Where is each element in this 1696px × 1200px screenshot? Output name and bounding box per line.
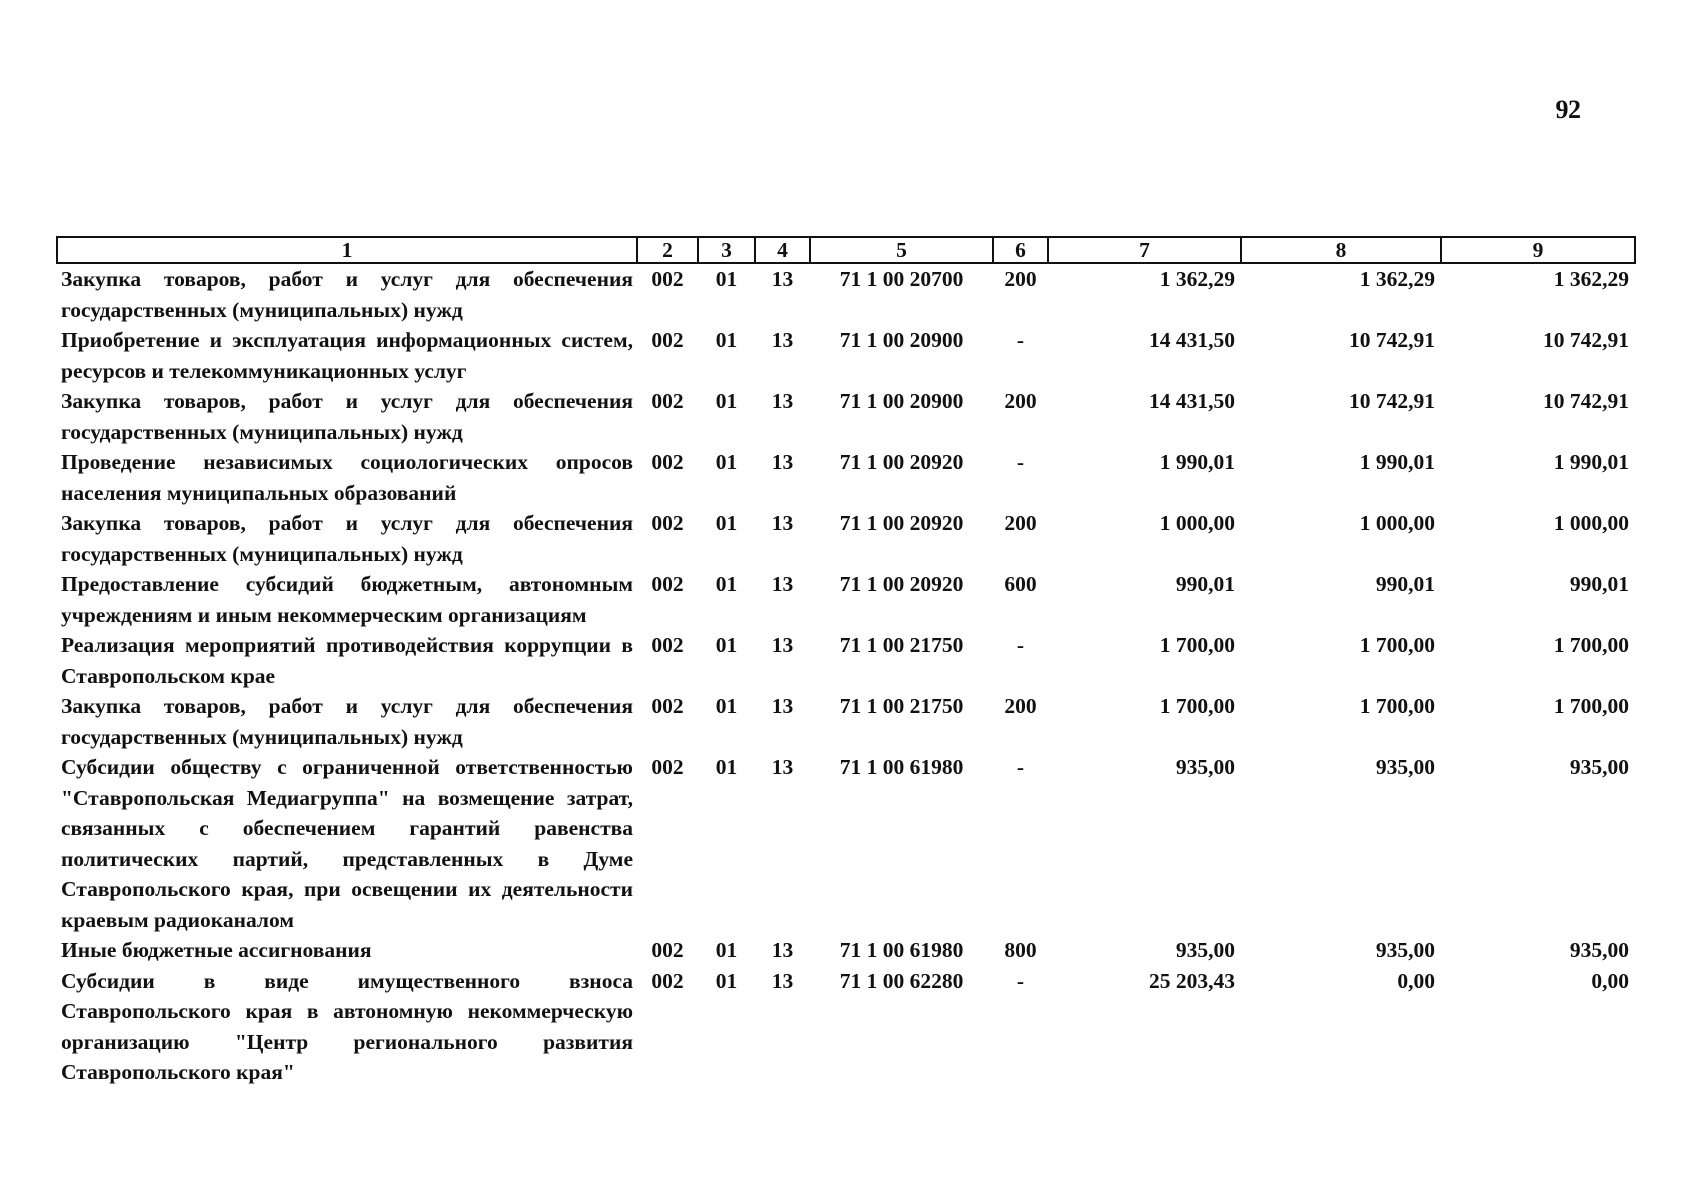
- table-body: [57, 263, 1635, 1088]
- budget-table: [56, 236, 1636, 1088]
- table-row: [57, 752, 1635, 935]
- row-amount-9: 935,00: [1569, 938, 1629, 962]
- row-code-2: 002: [651, 450, 684, 474]
- row-amount-7: 935,00: [1175, 938, 1235, 962]
- row-code-2: 002: [651, 968, 684, 993]
- row-description: Закупка товаров, работ и услуг для обеспечения государственных (муниципальных) нужд: [61, 511, 633, 566]
- row-code-3: 01: [715, 755, 738, 779]
- row-code-6: -: [1016, 755, 1025, 779]
- row-code-5: 71 1 00 20920: [839, 511, 964, 535]
- row-code-4: 13: [771, 968, 794, 993]
- row-amount-7: 1 700,00: [1159, 694, 1235, 718]
- row-code-3: 01: [715, 389, 738, 413]
- row-amount-9: 1 362,29: [1553, 267, 1629, 291]
- row-description: Субсидии в виде имущественного взноса Ставропольского края в автономную некоммерческую организацию "Центр регионального развития Ставропольского края": [61, 968, 633, 1084]
- row-amount-9: 1 000,00: [1553, 511, 1629, 535]
- header-cell-2: 2: [637, 237, 698, 263]
- row-code-6: -: [1016, 633, 1025, 657]
- row-amount-9: 0,00: [1591, 968, 1629, 993]
- row-code-4: 13: [771, 267, 794, 291]
- table-row: [57, 630, 1635, 691]
- row-amount-9: 990,01: [1569, 572, 1629, 596]
- table-row: [57, 691, 1635, 752]
- row-amount-8: 1 000,00: [1359, 511, 1435, 535]
- table-row: [57, 508, 1635, 569]
- row-code-4: 13: [771, 328, 794, 352]
- row-code-5: 71 1 00 21750: [839, 694, 964, 718]
- table-row: [57, 263, 1635, 325]
- row-code-6: 800: [1004, 938, 1037, 962]
- row-code-4: 13: [771, 572, 794, 596]
- row-amount-8: 1 700,00: [1359, 694, 1435, 718]
- row-code-2: 002: [651, 511, 684, 535]
- row-code-5: 71 1 00 61980: [839, 938, 964, 962]
- row-amount-7: 935,00: [1175, 755, 1235, 779]
- row-description: Закупка товаров, работ и услуг для обеспечения государственных (муниципальных) нужд: [61, 389, 633, 444]
- row-code-3: 01: [715, 511, 738, 535]
- row-amount-9: 1 990,01: [1553, 450, 1629, 474]
- row-amount-9: 10 742,91: [1543, 389, 1629, 413]
- row-code-2: 002: [651, 694, 684, 718]
- row-code-5: 71 1 00 20920: [839, 450, 964, 474]
- row-amount-8: 10 742,91: [1349, 328, 1435, 352]
- row-code-4: 13: [771, 694, 794, 718]
- row-code-3: 01: [715, 938, 738, 962]
- page-number: 92: [1555, 95, 1581, 124]
- row-code-4: 13: [771, 755, 794, 779]
- row-code-2: 002: [651, 938, 684, 962]
- row-code-4: 13: [771, 633, 794, 657]
- row-code-2: 002: [651, 572, 684, 596]
- row-description: Приобретение и эксплуатация информационных систем, ресурсов и телекоммуникационных услуг: [61, 328, 633, 383]
- row-amount-7: 14 431,50: [1149, 328, 1235, 352]
- row-description: Закупка товаров, работ и услуг для обеспечения государственных (муниципальных) нужд: [61, 694, 633, 749]
- header-cell-1: 1: [57, 237, 637, 263]
- row-code-3: 01: [715, 694, 738, 718]
- row-code-2: 002: [651, 755, 684, 779]
- row-code-2: 002: [651, 267, 684, 291]
- row-code-2: 002: [651, 633, 684, 657]
- row-code-5: 71 1 00 20920: [839, 572, 964, 596]
- row-code-3: 01: [715, 633, 738, 657]
- row-code-3: 01: [715, 968, 738, 993]
- row-amount-9: 10 742,91: [1543, 328, 1629, 352]
- row-code-3: 01: [715, 450, 738, 474]
- row-amount-7: 1 362,29: [1159, 267, 1235, 291]
- row-amount-8: 935,00: [1375, 938, 1435, 962]
- header-cell-3: 3: [698, 237, 755, 263]
- row-description: Реализация мероприятий противодействия коррупции в Ставропольском крае: [61, 633, 633, 688]
- row-amount-9: 1 700,00: [1553, 633, 1629, 657]
- row-amount-7: 14 431,50: [1149, 389, 1235, 413]
- row-description: Иные бюджетные ассигнования: [61, 938, 372, 962]
- row-amount-7: 990,01: [1175, 572, 1235, 596]
- row-description: Проведение независимых социологических опросов населения муниципальных образований: [61, 450, 633, 505]
- row-code-3: 01: [715, 328, 738, 352]
- row-code-5: 71 1 00 21750: [839, 633, 964, 657]
- table-row: [57, 447, 1635, 508]
- header-cell-5: 5: [810, 237, 993, 263]
- header-cell-6: 6: [993, 237, 1048, 263]
- row-code-2: 002: [651, 389, 684, 413]
- table-row: [57, 569, 1635, 630]
- row-amount-8: 1 700,00: [1359, 633, 1435, 657]
- row-amount-7: 1 990,01: [1159, 450, 1235, 474]
- row-code-6: 200: [1004, 694, 1037, 718]
- table-row: [57, 935, 1635, 966]
- header-cell-8: 8: [1241, 237, 1441, 263]
- row-description: Закупка товаров, работ и услуг для обеспечения государственных (муниципальных) нужд: [61, 267, 633, 322]
- row-code-4: 13: [771, 938, 794, 962]
- header-cell-7: 7: [1048, 237, 1241, 263]
- row-code-6: 200: [1004, 511, 1037, 535]
- row-code-3: 01: [715, 267, 738, 291]
- table-row: [57, 386, 1635, 447]
- row-amount-7: 25 203,43: [1149, 968, 1235, 993]
- row-amount-9: 935,00: [1569, 755, 1629, 779]
- row-code-4: 13: [771, 511, 794, 535]
- header-cell-9: 9: [1441, 237, 1635, 263]
- row-code-5: 71 1 00 61980: [839, 755, 964, 779]
- header-cell-4: 4: [755, 237, 810, 263]
- row-amount-8: 935,00: [1375, 755, 1435, 779]
- row-amount-7: 1 700,00: [1159, 633, 1235, 657]
- row-code-4: 13: [771, 450, 794, 474]
- row-code-3: 01: [715, 572, 738, 596]
- row-description: Субсидии обществу с ограниченной ответственностью "Ставропольская Медиагруппа" на возмещение затрат, связанных с обеспечением гарантий равенства политических партий, представленных в Думе Ставропольского края, при освещении их деятельности краевым радиоканалом: [61, 755, 633, 932]
- row-code-6: 600: [1004, 572, 1037, 596]
- table-row: [57, 325, 1635, 386]
- table-row: [57, 966, 1635, 1088]
- row-amount-8: 1 990,01: [1359, 450, 1435, 474]
- row-code-6: 200: [1004, 267, 1037, 291]
- row-description: Предоставление субсидий бюджетным, автономным учреждениям и иным некоммерческим организациям: [61, 572, 633, 627]
- row-amount-7: 1 000,00: [1159, 511, 1235, 535]
- row-code-2: 002: [651, 328, 684, 352]
- row-amount-8: 990,01: [1375, 572, 1435, 596]
- row-code-4: 13: [771, 389, 794, 413]
- row-code-5: 71 1 00 20900: [839, 328, 964, 352]
- row-amount-8: 10 742,91: [1349, 389, 1435, 413]
- row-code-5: 71 1 00 62280: [839, 968, 964, 993]
- table-header-row: [57, 237, 1635, 263]
- row-code-5: 71 1 00 20700: [839, 267, 964, 291]
- row-code-6: 200: [1004, 389, 1037, 413]
- row-amount-9: 1 700,00: [1553, 694, 1629, 718]
- row-code-6: -: [1016, 328, 1025, 352]
- row-code-6: -: [1016, 450, 1025, 474]
- row-code-5: 71 1 00 20900: [839, 389, 964, 413]
- row-amount-8: 0,00: [1397, 968, 1435, 993]
- row-code-6: -: [1016, 968, 1025, 993]
- row-amount-8: 1 362,29: [1359, 267, 1435, 291]
